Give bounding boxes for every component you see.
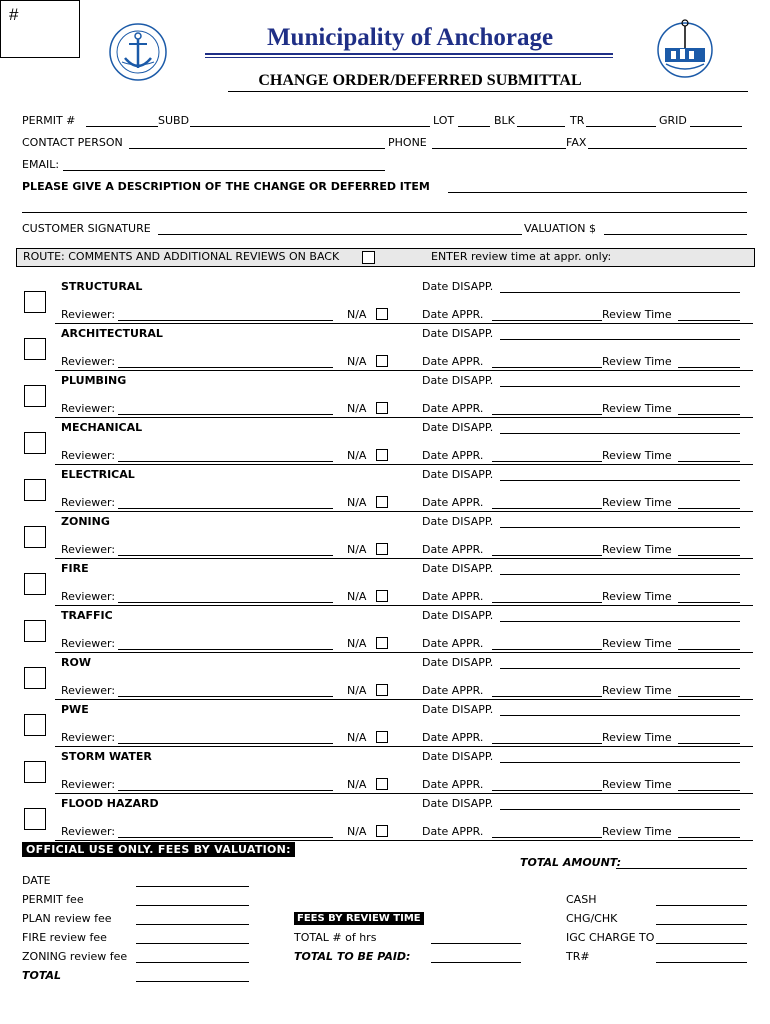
- subd-label: SUBD: [158, 114, 190, 127]
- date-appr-label: Date APPR.: [422, 637, 484, 650]
- date-disapp-label: Date DISAPP.: [422, 421, 494, 434]
- fee-label: FIRE review fee: [22, 931, 107, 944]
- reviewer-input[interactable]: [118, 696, 333, 697]
- section-checkbox[interactable]: [24, 432, 46, 454]
- date-appr-input[interactable]: [492, 555, 602, 556]
- fees-by-review-time-label: FEES BY REVIEW TIME: [294, 912, 424, 925]
- date-disapp-label: Date DISAPP.: [422, 468, 494, 481]
- date-appr-label: Date APPR.: [422, 590, 484, 603]
- fee-input[interactable]: [136, 962, 249, 963]
- date-disapp-label: Date DISAPP.: [422, 750, 494, 763]
- date-appr-label: Date APPR.: [422, 402, 484, 415]
- route-label: ROUTE: COMMENTS AND ADDITIONAL REVIEWS ON BACK: [23, 250, 340, 263]
- section-checkbox[interactable]: [24, 573, 46, 595]
- reviewer-label: Reviewer:: [61, 590, 116, 603]
- section-divider: [55, 323, 753, 324]
- date-appr-input[interactable]: [492, 320, 602, 321]
- permit-input[interactable]: [86, 126, 158, 127]
- fax-input[interactable]: [588, 148, 747, 149]
- date-disapp-input[interactable]: [500, 809, 740, 810]
- date-appr-input[interactable]: [492, 602, 602, 603]
- date-disapp-label: Date DISAPP.: [422, 797, 494, 810]
- total-to-be-paid-input[interactable]: [431, 962, 521, 963]
- review-time-label: Review Time: [602, 449, 672, 462]
- fee-input[interactable]: [136, 886, 249, 887]
- signature-label: CUSTOMER SIGNATURE: [22, 222, 151, 235]
- review-time-label: Review Time: [602, 731, 672, 744]
- title-underline: [205, 53, 613, 55]
- date-appr-input[interactable]: [492, 790, 602, 791]
- review-time-input[interactable]: [678, 414, 740, 415]
- date-disapp-input[interactable]: [500, 715, 740, 716]
- section-title: PLUMBING: [61, 374, 127, 387]
- fee-label: PLAN review fee: [22, 912, 112, 925]
- section-divider: [55, 605, 753, 606]
- na-checkbox[interactable]: [376, 637, 388, 649]
- fee-input[interactable]: [136, 905, 249, 906]
- review-time-input[interactable]: [678, 837, 740, 838]
- signature-input[interactable]: [158, 234, 522, 235]
- date-appr-label: Date APPR.: [422, 449, 484, 462]
- date-disapp-input[interactable]: [500, 433, 740, 434]
- na-label: N/A: [347, 449, 367, 462]
- date-appr-input[interactable]: [492, 508, 602, 509]
- grid-label: GRID: [659, 114, 687, 127]
- fee-label: PERMIT fee: [22, 893, 84, 906]
- section-checkbox[interactable]: [24, 526, 46, 548]
- reviewer-input[interactable]: [118, 320, 333, 321]
- total-input[interactable]: [136, 981, 249, 982]
- phone-input[interactable]: [432, 148, 566, 149]
- subtitle-rule: [228, 91, 748, 92]
- blk-label: BLK: [494, 114, 515, 127]
- reviewer-label: Reviewer:: [61, 684, 116, 697]
- reviewer-label: Reviewer:: [61, 355, 116, 368]
- fee-label: ZONING review fee: [22, 950, 128, 963]
- date-disapp-label: Date DISAPP.: [422, 515, 494, 528]
- review-time-input[interactable]: [678, 461, 740, 462]
- reviewer-label: Reviewer:: [61, 402, 116, 415]
- total-hrs-input[interactable]: [431, 943, 521, 944]
- fee-input[interactable]: [136, 924, 249, 925]
- date-disapp-input[interactable]: [500, 527, 740, 528]
- date-disapp-input[interactable]: [500, 480, 740, 481]
- date-appr-label: Date APPR.: [422, 543, 484, 556]
- na-label: N/A: [347, 402, 367, 415]
- reviewer-input[interactable]: [118, 837, 333, 838]
- description-label: PLEASE GIVE A DESCRIPTION OF THE CHANGE OR DEFERRED ITEM: [22, 180, 430, 193]
- date-disapp-input[interactable]: [500, 762, 740, 763]
- na-label: N/A: [347, 778, 367, 791]
- page-title: Municipality of Anchorage: [266, 24, 554, 51]
- section-divider: [55, 558, 753, 559]
- payment-label: IGC CHARGE TO: [566, 931, 655, 944]
- route-bar: [16, 248, 755, 267]
- section-checkbox[interactable]: [24, 714, 46, 736]
- date-appr-input[interactable]: [492, 743, 602, 744]
- section-divider: [55, 746, 753, 747]
- na-checkbox[interactable]: [376, 355, 388, 367]
- na-checkbox[interactable]: [376, 449, 388, 461]
- email-input[interactable]: [63, 170, 385, 171]
- date-disapp-input[interactable]: [500, 668, 740, 669]
- review-time-label: Review Time: [602, 825, 672, 838]
- section-title: ZONING: [61, 515, 110, 528]
- payment-label: CHG/CHK: [566, 912, 618, 925]
- na-label: N/A: [347, 684, 367, 697]
- section-title: ROW: [61, 656, 91, 669]
- na-label: N/A: [347, 731, 367, 744]
- reviewer-input[interactable]: [118, 790, 333, 791]
- section-checkbox[interactable]: [24, 667, 46, 689]
- hash-label: #: [9, 5, 19, 24]
- na-checkbox[interactable]: [376, 684, 388, 696]
- review-time-label: Review Time: [602, 590, 672, 603]
- section-checkbox[interactable]: [24, 291, 46, 313]
- section-divider: [55, 370, 753, 371]
- payment-input[interactable]: [656, 905, 747, 906]
- subd-input[interactable]: [190, 126, 430, 127]
- payment-input[interactable]: [656, 962, 747, 963]
- date-disapp-input[interactable]: [500, 621, 740, 622]
- review-time-input[interactable]: [678, 743, 740, 744]
- section-title: STORM WATER: [61, 750, 152, 763]
- section-title: PWE: [61, 703, 89, 716]
- reviewer-input[interactable]: [118, 414, 333, 415]
- lot-input[interactable]: [458, 126, 490, 127]
- date-appr-label: Date APPR.: [422, 308, 484, 321]
- total-amount-label: TOTAL AMOUNT:: [520, 856, 622, 869]
- na-checkbox[interactable]: [376, 825, 388, 837]
- fee-label: DATE: [22, 874, 51, 887]
- date-disapp-input[interactable]: [500, 292, 740, 293]
- section-checkbox[interactable]: [24, 620, 46, 642]
- route-checkbox[interactable]: [362, 251, 375, 264]
- total-label: TOTAL: [22, 969, 62, 982]
- section-title: FIRE: [61, 562, 89, 575]
- section-divider: [55, 793, 753, 794]
- section-divider: [55, 652, 753, 653]
- reviewer-input[interactable]: [118, 508, 333, 509]
- reviewer-label: Reviewer:: [61, 637, 116, 650]
- na-checkbox[interactable]: [376, 590, 388, 602]
- section-divider: [55, 699, 753, 700]
- section-checkbox[interactable]: [24, 338, 46, 360]
- payment-input[interactable]: [656, 943, 747, 944]
- na-label: N/A: [347, 308, 367, 321]
- description-input-line2[interactable]: [22, 212, 747, 213]
- section-checkbox[interactable]: [24, 808, 46, 830]
- route-review-note: ENTER review time at appr. only:: [431, 250, 612, 263]
- reviewer-label: Reviewer:: [61, 731, 116, 744]
- review-time-label: Review Time: [602, 308, 672, 321]
- reviewer-input[interactable]: [118, 461, 333, 462]
- description-input[interactable]: [448, 192, 747, 193]
- blk-input[interactable]: [517, 126, 565, 127]
- fee-input[interactable]: [136, 943, 249, 944]
- contact-input[interactable]: [129, 148, 385, 149]
- total-to-be-paid-label: TOTAL TO BE PAID:: [294, 950, 411, 963]
- date-appr-input[interactable]: [492, 649, 602, 650]
- reviewer-input[interactable]: [118, 602, 333, 603]
- date-appr-input[interactable]: [492, 414, 602, 415]
- review-time-label: Review Time: [602, 637, 672, 650]
- review-time-label: Review Time: [602, 355, 672, 368]
- email-label: EMAIL:: [22, 158, 60, 171]
- payment-input[interactable]: [656, 924, 747, 925]
- review-time-label: Review Time: [602, 684, 672, 697]
- review-time-input[interactable]: [678, 602, 740, 603]
- na-label: N/A: [347, 496, 367, 509]
- municipality-seal-icon: [108, 22, 168, 82]
- reviewer-label: Reviewer:: [61, 825, 116, 838]
- na-label: N/A: [347, 355, 367, 368]
- tr-input[interactable]: [586, 126, 656, 127]
- grid-input[interactable]: [690, 126, 742, 127]
- date-appr-label: Date APPR.: [422, 496, 484, 509]
- review-time-input[interactable]: [678, 696, 740, 697]
- section-title: MECHANICAL: [61, 421, 143, 434]
- lot-label: LOT: [433, 114, 455, 127]
- na-label: N/A: [347, 825, 367, 838]
- date-appr-label: Date APPR.: [422, 684, 484, 697]
- title-underline-thin: [205, 57, 613, 58]
- na-checkbox[interactable]: [376, 778, 388, 790]
- date-appr-label: Date APPR.: [422, 825, 484, 838]
- date-appr-label: Date APPR.: [422, 355, 484, 368]
- permit-label: PERMIT #: [22, 114, 76, 127]
- date-disapp-label: Date DISAPP.: [422, 609, 494, 622]
- date-disapp-label: Date DISAPP.: [422, 374, 494, 387]
- reviewer-input[interactable]: [118, 367, 333, 368]
- review-time-label: Review Time: [602, 496, 672, 509]
- section-divider: [55, 840, 753, 841]
- review-time-input[interactable]: [678, 367, 740, 368]
- department-logo-icon: [652, 18, 718, 80]
- reviewer-label: Reviewer:: [61, 543, 116, 556]
- na-checkbox[interactable]: [376, 402, 388, 414]
- date-disapp-label: Date DISAPP.: [422, 562, 494, 575]
- section-title: STRUCTURAL: [61, 280, 143, 293]
- review-time-label: Review Time: [602, 778, 672, 791]
- payment-label: CASH: [566, 893, 597, 906]
- reviewer-label: Reviewer:: [61, 496, 116, 509]
- reviewer-input[interactable]: [118, 649, 333, 650]
- na-checkbox[interactable]: [376, 543, 388, 555]
- section-checkbox[interactable]: [24, 761, 46, 783]
- reviewer-input[interactable]: [118, 743, 333, 744]
- reviewer-label: Reviewer:: [61, 308, 116, 321]
- review-time-label: Review Time: [602, 402, 672, 415]
- na-checkbox[interactable]: [376, 308, 388, 320]
- date-appr-input[interactable]: [492, 837, 602, 838]
- review-time-label: Review Time: [602, 543, 672, 556]
- review-time-input[interactable]: [678, 508, 740, 509]
- total-amount-input[interactable]: [616, 868, 747, 869]
- review-time-input[interactable]: [678, 790, 740, 791]
- na-label: N/A: [347, 543, 367, 556]
- number-box[interactable]: [0, 0, 80, 58]
- official-use-banner: OFFICIAL USE ONLY. FEES BY VALUATION:: [22, 842, 295, 857]
- section-title: TRAFFIC: [61, 609, 113, 622]
- date-appr-input[interactable]: [492, 367, 602, 368]
- date-appr-label: Date APPR.: [422, 778, 484, 791]
- na-label: N/A: [347, 590, 367, 603]
- date-appr-input[interactable]: [492, 461, 602, 462]
- contact-label: CONTACT PERSON: [22, 136, 123, 149]
- date-disapp-label: Date DISAPP.: [422, 703, 494, 716]
- page-subtitle: CHANGE ORDER/DEFERRED SUBMITTAL: [258, 72, 582, 89]
- total-hrs-label: TOTAL # of hrs: [294, 931, 377, 944]
- tr-label: TR: [570, 114, 585, 127]
- phone-label: PHONE: [388, 136, 427, 149]
- valuation-input[interactable]: [604, 234, 747, 235]
- section-divider: [55, 417, 753, 418]
- date-disapp-input[interactable]: [500, 339, 740, 340]
- section-title: ELECTRICAL: [61, 468, 135, 481]
- date-disapp-label: Date DISAPP.: [422, 280, 494, 293]
- section-title: FLOOD HAZARD: [61, 797, 159, 810]
- date-disapp-input[interactable]: [500, 386, 740, 387]
- date-appr-input[interactable]: [492, 696, 602, 697]
- reviewer-label: Reviewer:: [61, 449, 116, 462]
- valuation-label: VALUATION $: [524, 222, 596, 235]
- section-title: ARCHITECTURAL: [61, 327, 163, 340]
- date-appr-label: Date APPR.: [422, 731, 484, 744]
- section-divider: [55, 464, 753, 465]
- na-checkbox[interactable]: [376, 731, 388, 743]
- date-disapp-label: Date DISAPP.: [422, 327, 494, 340]
- date-disapp-label: Date DISAPP.: [422, 656, 494, 669]
- reviewer-label: Reviewer:: [61, 778, 116, 791]
- section-checkbox[interactable]: [24, 479, 46, 501]
- section-checkbox[interactable]: [24, 385, 46, 407]
- payment-label: TR#: [566, 950, 590, 963]
- na-label: N/A: [347, 637, 367, 650]
- section-divider: [55, 511, 753, 512]
- na-checkbox[interactable]: [376, 496, 388, 508]
- reviewer-input[interactable]: [118, 555, 333, 556]
- date-disapp-input[interactable]: [500, 574, 740, 575]
- fax-label: FAX: [566, 136, 587, 149]
- review-time-input[interactable]: [678, 320, 740, 321]
- review-time-input[interactable]: [678, 555, 740, 556]
- review-time-input[interactable]: [678, 649, 740, 650]
